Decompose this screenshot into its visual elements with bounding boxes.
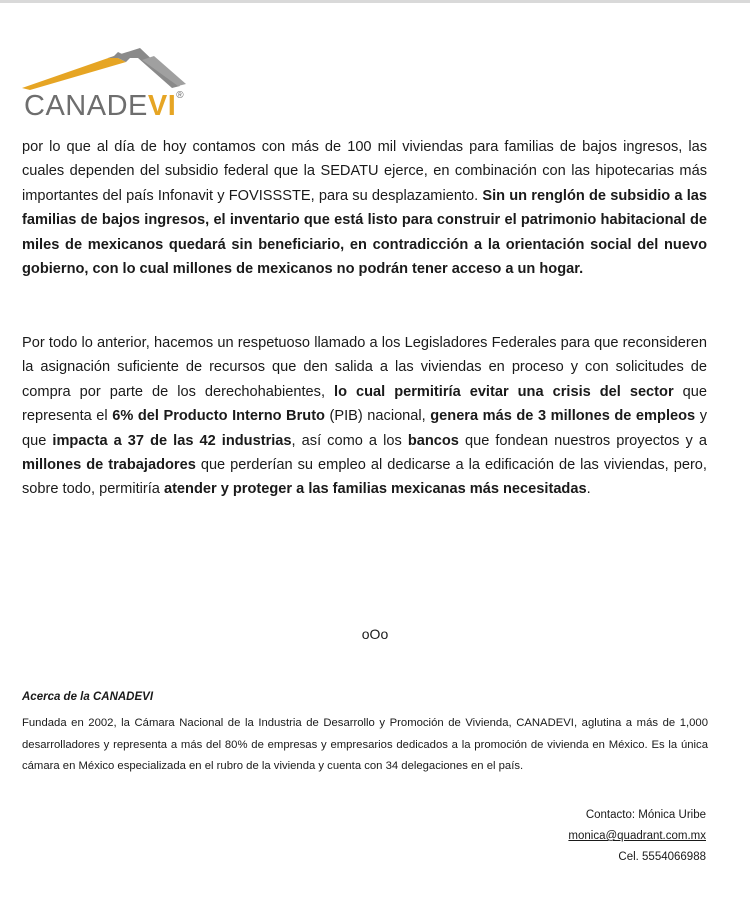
about-title: Acerca de la CANADEVI xyxy=(22,691,154,703)
roof-logo-icon xyxy=(22,48,222,94)
section-separator: oOo xyxy=(361,626,389,642)
canadevi-logo xyxy=(22,48,222,124)
paragraph-subsidy: por lo que al día de hoy contamos con más de 100 mil viviendas para familias de bajos ingresos, las cuales dependen del subsidio federal que la SEDATU ejerce, en combinación con las hipotecarias más importantes del país Infonavit y FOVISSSTE, para su desplazamiento. Sin un renglón de subsidio a las familias de bajos ingresos, el inventario que está listo para construir el patrimonio habitacional de miles de mexicanos quedará sin beneficiario, en contradicción a la orientación social del nuevo gobierno, con lo cual millones de mexicanos no podrán tener acceso a un hogar. xyxy=(22,139,707,278)
contact-email-link[interactable]: monica@quadrant.com.mx xyxy=(568,830,706,842)
logo-wordmark: CANADEVI® xyxy=(24,90,185,122)
top-border xyxy=(0,0,750,3)
contact-block xyxy=(568,805,706,868)
contact-name: Contacto: Mónica Uribe xyxy=(585,809,706,821)
about-text: Fundada en 2002, la Cámara Nacional de la Industria de Desarrollo y Promoción de Vivienda, CANADEVI, aglutina a más de 1,000 desarrolladores y representa a más del 80% de empresas y empresarios dedicados a la promoción de vivienda en México. Es la única cámara en México especializada en el rubro de la vivienda y cuenta con 34 delegaciones en el país. xyxy=(22,717,708,772)
contact-phone: Cel. 5554066988 xyxy=(618,851,706,863)
paragraph-call-to-legislators: Por todo lo anterior, hacemos un respetuoso llamado a los Legisladores Federales para que reconsideren la asignación suficiente de recursos que den salida a las viviendas en proceso y con solicitudes de compra por parte de los derechohabientes, lo cual permitiría evitar una crisis del sector que representa el 6% del Producto Interno Bruto (PIB) nacional, genera más de 3 millones de empleos y que impacta a 37 de las 42 industrias, así como a los bancos que fondean nuestros proyectos y a millones de trabajadores que perderían su empleo al dedicarse a la edificación de las viviendas, pero, sobre todo, permitiría atender y proteger a las familias mexicanas más necesitadas. xyxy=(22,335,707,498)
